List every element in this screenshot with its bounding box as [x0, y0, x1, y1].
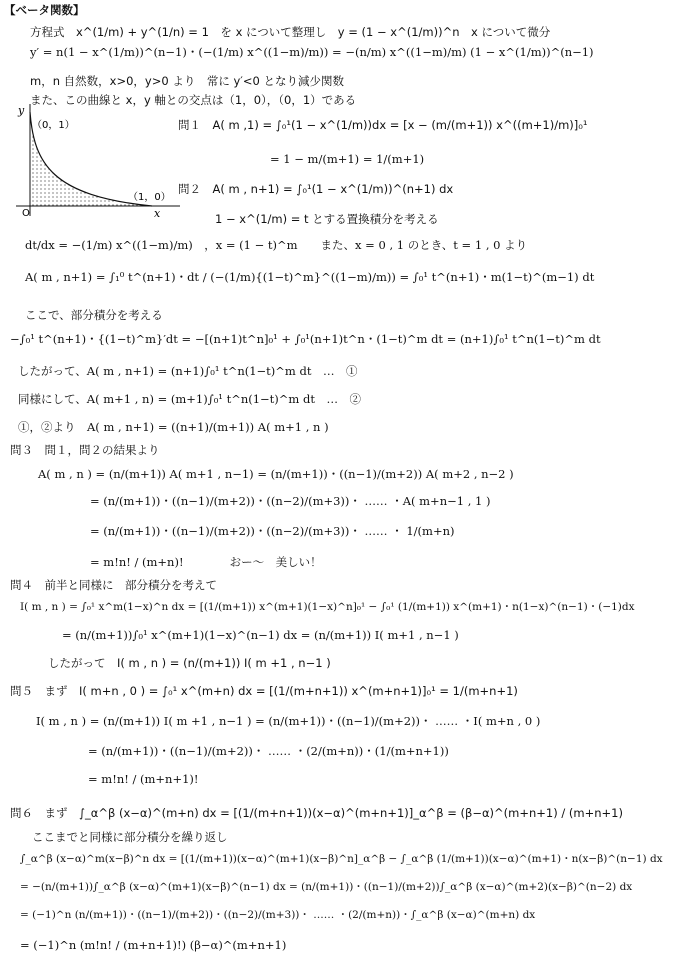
a-m-n1-integral: A( m , n+1) = ∫₁⁰ t^(n+1)・dt / (−(1/m){(1−t)^m}^((1−m)/m)) = ∫₀¹ t^(n+1)・m(1−t)^(m−1) dt [25, 270, 595, 284]
q3-heading: 問３ 問１，問２の結果より [10, 443, 160, 457]
q6-base: 問６ まず ∫_α^β (x−α)^(m+n) dx = [(1/(m+n+1))(x−α)^(m+n+1)]_α^β = (β−α)^(m+n+1) / (m+n+1) [10, 806, 623, 820]
q6-note: ここまでと同様に部分積分を繰り返し [32, 830, 228, 844]
partial-integration-line: −∫₀¹ t^(n+1)・{(1−t)^m}′dt = −[(n+1)t^n]₀¹ + ∫₀¹(n+1)t^n・(1−t)^m dt = (n+1)∫₀¹ t^n(1−t)^m dt [10, 332, 601, 346]
q5-step2: = (n/(m+1))・((n−1)/(m+2))・ …… ・(2/(m+n))・(1/(m+n+1)) [88, 744, 449, 758]
derivative-line: y′ = n(1 − x^(1/m))^(n−1)・(−(1/m) x^((1−m)/m)) = −(n/m) x^((1−m)/m) (1 − x^(1/m))^(n−1) [30, 45, 594, 59]
q3-step3: = (n/(m+1))・((n−1)/(m+2))・((n−2)/(m+3))・ …… ・ 1/(m+n) [90, 524, 455, 538]
q6-step2: = −(n/(m+1))∫_α^β (x−α)^(m+1)(x−β)^(n−1) dx = (n/(m+1))・((n−1)/(m+2))∫_α^β (x−α)^(m+2)(x−β)^(n−2) dx [20, 881, 633, 893]
x-axis-label: x [154, 207, 161, 219]
partial-integration-note: ここで、部分積分を考える [25, 308, 163, 322]
q2-line: 問２ A( m , n+1) = ∫₀¹(1 − x^(1/m))^(n+1) dx [178, 182, 454, 196]
q6-step3: = (−1)^n (n/(m+1))・((n−1)/(m+2))・((n−2)/(m+3))・ …… ・(2/(m+n))・∫_α^β (x−α)^(m+n) dx [20, 909, 536, 921]
q3-result: = m!n! / (m+n)! おー～ 美しい！ [90, 555, 322, 569]
origin-label: O [22, 208, 30, 219]
q5-step1: I( m , n ) = (n/(m+1)) I( m +1 , n−1 ) = (n/(m+1))・((n−1)/(m+2))・ …… ・I( m+n , 0 ) [36, 714, 541, 728]
point-right-label: （1，0） [128, 192, 171, 203]
q1-result: = 1 − m/(m+1) = 1/(m+1) [270, 152, 425, 166]
q6-step1: ∫_α^β (x−α)^m(x−β)^n dx = [(1/(m+1))(x−α)^(m+1)(x−β)^n]_α^β − ∫_α^β (1/(m+1))(x−α)^(m+1)・n(x−β)^(n−1) dx [20, 853, 663, 865]
equation-intro: 方程式 x^(1/m) + y^(1/n) = 1 を x について整理し y = (1 − x^(1/m))^n x について微分 [30, 25, 551, 39]
q6-result: = (−1)^n (m!n! / (m+n+1)!) (β−α)^(m+n+1) [20, 938, 287, 952]
q4-heading: 問４ 前半と同様に 部分積分を考えて [10, 578, 217, 592]
q5-result: = m!n! / (m+n+1)! [88, 772, 199, 786]
result-2: 同様にして、A( m+1 , n) = (m+1)∫₀¹ t^n(1−t)^m dt … ② [18, 392, 361, 406]
decreasing-statement: m，n 自然数，x>0，y>0 より 常に y′<0 となり減少関数 [30, 74, 344, 88]
q3-step2: = (n/(m+1))・((n−1)/(m+2))・((n−2)/(m+3))・ …… ・A( m+n−1 , 1 ) [90, 494, 491, 508]
q5-base: 問５ まず I( m+n , 0 ) = ∫₀¹ x^(m+n) dx = [(1/(m+n+1)) x^(m+n+1)]₀¹ = 1/(m+n+1) [10, 684, 518, 698]
dt-dx-line: dt/dx = −(1/m) x^((1−m)/m) ，x = (1 − t)^m また、x = 0 , 1 のとき、t = 1 , 0 より [25, 238, 528, 252]
curve-graph [12, 104, 182, 219]
point-top-label: （0，1） [32, 120, 75, 131]
intercept-statement: また、この曲線と x，y 軸との交点は（1，0），（0，1）である [30, 93, 357, 107]
q4-result: したがって I( m , n ) = (n/(m+1)) I( m +1 , n−1 ) [48, 656, 331, 670]
y-axis-label: y [18, 104, 25, 117]
substitution-note: 1 − x^(1/m) = t とする置換積分を考える [215, 212, 439, 226]
q1-line: 問１ A( m ,1) = ∫₀¹(1 − x^(1/m))dx = [x − (m/(m+1)) x^((m+1)/m)]₀¹ [178, 118, 588, 132]
page-title: 【ベータ関数】 [4, 3, 85, 17]
q3-step1: A( m , n ) = (n/(m+1)) A( m+1 , n−1) = (n/(m+1))・((n−1)/(m+2)) A( m+2 , n−2 ) [38, 467, 514, 481]
q4-step1: I( m , n ) = ∫₀¹ x^m(1−x)^n dx = [(1/(m+1)) x^(m+1)(1−x)^n]₀¹ − ∫₀¹ (1/(m+1)) x^(m+1)・n(1−x)^(n−1)・(−1)dx [20, 601, 635, 613]
q4-step2: = (n/(m+1))∫₀¹ x^(m+1)(1−x)^(n−1) dx = (n/(m+1)) I( m+1 , n−1 ) [62, 628, 459, 642]
result-1: したがって、A( m , n+1) = (n+1)∫₀¹ t^n(1−t)^m dt … ① [18, 364, 358, 378]
recurrence-relation: ①，②より A( m , n+1) = ((n+1)/(m+1)) A( m+1 , n ) [18, 420, 329, 434]
